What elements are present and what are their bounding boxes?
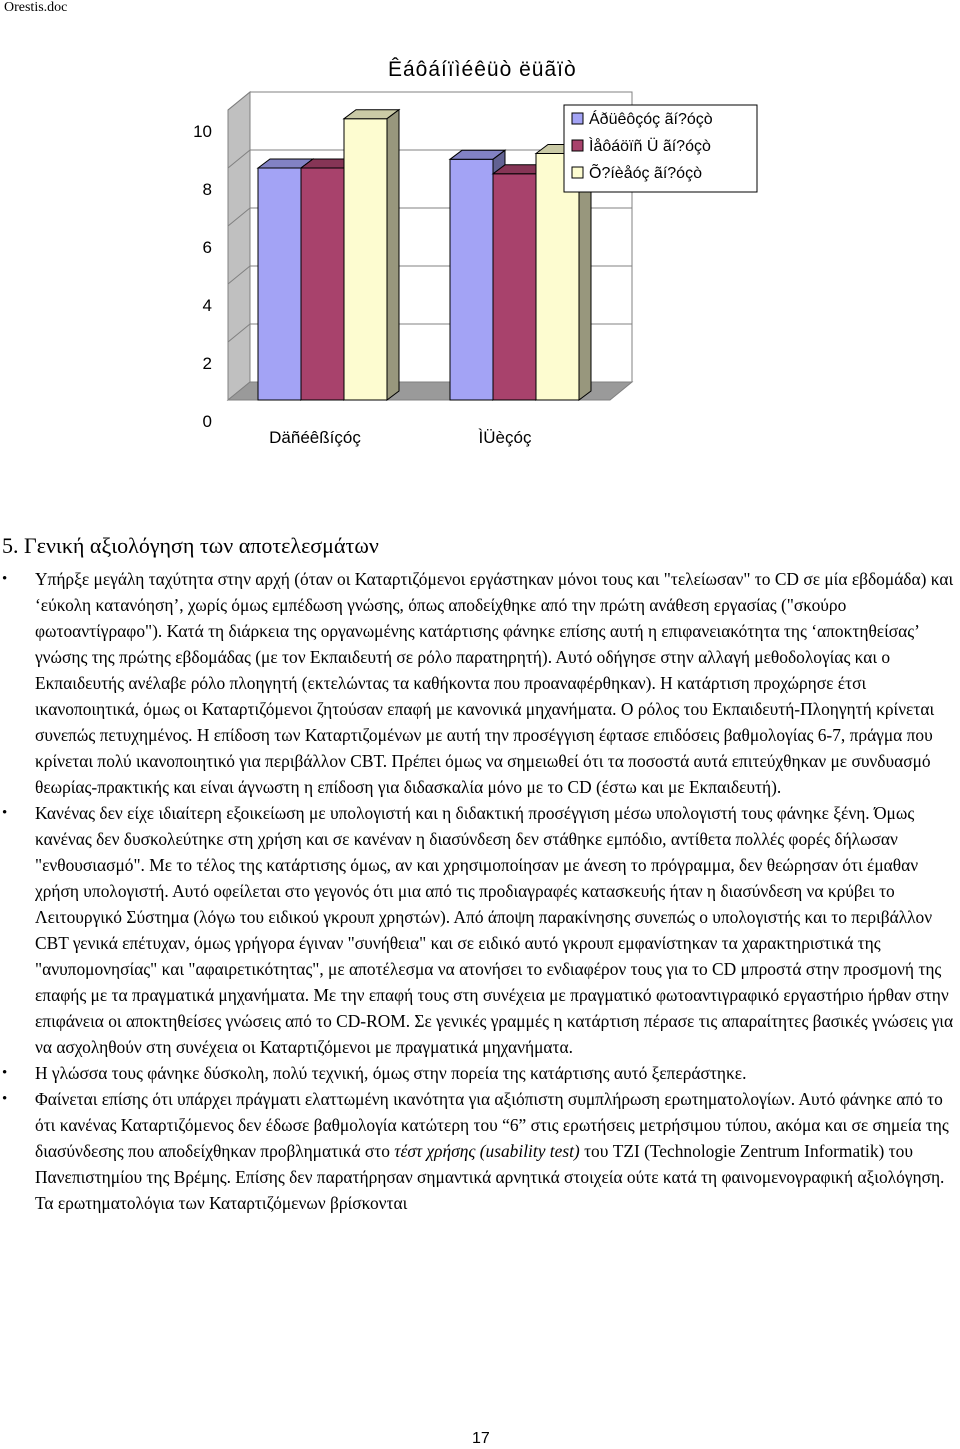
x-axis-categories [269, 428, 532, 447]
document-filename: Orestis.doc [4, 0, 68, 15]
bullet-text: Η γλώσσα τους φάνηκε δύσκολη, πολύ τεχνική, όμως στην πορεία της κατάρτισης αυτό ξεπεράστηκε. [35, 1063, 747, 1083]
y-tick-label: 4 [202, 296, 212, 315]
bullet-italic-text: τέστ χρήσης (usability test) [394, 1141, 580, 1161]
bullet-text-continued: του TZI (Technologie Zentrum Informatik) του Πανεπιστημίου της Βρέμης. Επίσης δεν παρατήρησαν σημαντικά αρνητικά στοιχεία ούτε κατά τη φαινομενογραφική αξιολόγηση. Τα ερωτηματολόγια των Καταρτιζόμενων βρίσκονται [35, 1141, 945, 1213]
bar [493, 174, 536, 400]
bar-side [387, 110, 399, 400]
x-category-label: ÌÜèçóç [478, 428, 532, 447]
legend-label: Ìåôáöïñ Ü ãí?óçò [589, 138, 711, 155]
bullet-icon: • [2, 1091, 8, 1107]
legend-label: Õ?íèåóç ãí?óçò [589, 165, 702, 182]
chart-legend [564, 105, 757, 192]
section-title: 5. Γενική αξιολόγηση των αποτελεσμάτων [2, 533, 379, 558]
bullet-list [0, 566, 960, 1216]
bullet-text: Υπήρξε μεγάλη ταχύτητα στην αρχή (όταν οι Καταρτιζόμενοι εργάστηκαν μόνοι τους και "τελείωσαν" το CD σε μία εβδομάδα) και ‘εύκολη κατανόηση’, χωρίς όμως εμπέδωση γνώσης, όπως αποδείχθηκε από την πρώτη ανάθεση εργασίας ("σκούρο φωτοαντίγραφο"). Κατά τη διάρκεια της οργανωμένης κατάρτισης φάνηκε επίσης αυτή η επιφανειακότητα της ‘αποκτηθείσας’ γνώσης της πρώτης εβδομάδας (με τον Εκπαιδευτή σε ρόλο παρατηρητή). Αυτό οδήγησε στην αλλαγή μεθοδολογίας και ο Εκπαιδευτής ανέλαβε ρόλο πλοηγητή (εκτελώντας τα καθήκοντα που προαναφέρθηκαν). Η κατάρτιση προχώρησε έτσι ικανοποιητικά, όμως οι Καταρτιζόμενοι ζητούσαν επαφή με κανονικά μηχανήματα. Ο ρόλος του Εκπαιδευτή-Πλοηγητή κρίνεται συνεπώς πετυχημένος. Η επίδοση των Καταρτιζομένων με αυτή την προσέγγιση έφτασε επιδόσεις βαθμολογίας 6-7, πράγμα που κρίνεται πολύ ικανοποιητικό για περιβάλλον CBT. Πρέπει όμως να σημειωθεί ότι τα ποσοστά αυτά επιτεύχθηκαν με συνδυασμό θεωρίας-πρακτικής και είναι άγνωστη η επίδοση για διδασκαλία μόνο με το CD (έστω και με Εκπαιδευτή). [35, 569, 954, 797]
x-category-label: Däñéêßíçóç [269, 428, 361, 447]
side-wall [228, 92, 250, 400]
chart-title: Êáôáíïìéêüò ëüãïò [388, 58, 577, 81]
bar [450, 159, 493, 400]
list-item [0, 800, 960, 1060]
y-tick-label: 6 [202, 238, 212, 257]
list-item [0, 566, 960, 800]
bullet-icon: • [2, 1065, 8, 1081]
y-tick-label: 8 [202, 180, 212, 199]
bar [301, 168, 344, 400]
bullet-text: Κανένας δεν είχε ιδιαίτερη εξοικείωση με υπολογιστή και η διδακτική προσέγγιση μέσω υπολογιστή τους φάνηκε ξένη. Όμως κανένας δεν δυσκολεύτηκε στη χρήση και σε κανέναν η διασύνδεση δεν στάθηκε εμπόδιο, αντίθετα πολλές φορές δήλωσαν "ενθουσιασμό". Με το τέλος της κατάρτισης όμως, αν και χρησιμοποίησαν με άνεση το πρόγραμμα, δεν θεώρησαν ότι έμαθαν χρήση υπολογιστή. Αυτό οφείλεται στο γεγονός ότι μια από τις προδιαγραφές κατασκευής ήταν η διασύνδεση να κρύβει το Λειτουργικό Σύστημα (λόγω του ειδικού γκρουπ χρηστών). Από άποψη παρακίνησης συνεπώς ο υπολογιστής και το περιβάλλον CBT γενικά επέτυχαν, όμως γρήγορα έγιναν "συνήθεια" και σε ειδικό αυτό γκρουπ εμφανίστηκαν τα χαρακτηριστικά της "ανυπομονησίας" και "αφαιρετικότητας", με αποτέλεσμα να ατονήσει το ενδιαφέρον τους για το CD μπροστά στην προσμονή της επαφής με τα πραγματικά μηχανήματα. Με την επαφή τους στη συνέχεια με πραγματικό φωτοαντιγραφικό εργαστήριο ήρθαν στην επιφάνεια οι αποκτηθείσες γνώσεις από το CD-ROM. Σε γενικές γραμμές η κατάρτιση πέρασε τις απαραίτητες βασικές γνώσεις για να ασχοληθούν στη συνέχεια οι Καταρτιζόμενοι με πραγματικά μηχανήματα. [35, 803, 954, 1057]
bar [344, 119, 387, 400]
bar [258, 168, 301, 400]
bullet-text: Φαίνεται επίσης ότι υπάρχει πράγματι ελαττωμένη ικανότητα για αξιόπιστη συμπλήρωση ερωτηματολογίων. Αυτό φάνηκε από το ότι κανένας Καταρτιζόμενος δεν έδωσε βαθμολογία κατώτερη του “6” στις ερωτήσεις μετρήσιμου τύπου, ακόμα και σε σημεία της διασύνδεσης που αποδείχθηκαν προβληματικά στο [35, 1089, 949, 1161]
page-number: 17 [472, 1430, 490, 1447]
bullet-icon: • [2, 805, 8, 821]
legend-label: Áðüêôçóç ãí?óçò [589, 111, 713, 128]
legend-swatch [572, 140, 583, 151]
legend-swatch [572, 113, 583, 124]
y-tick-label: 2 [202, 354, 212, 373]
legend-swatch [572, 167, 583, 178]
bullet-icon: • [2, 571, 8, 587]
bar-chart [0, 0, 960, 520]
list-item [0, 1060, 960, 1086]
y-tick-label: 0 [202, 412, 212, 431]
y-tick-label: 10 [193, 122, 212, 141]
list-item [0, 1086, 960, 1216]
